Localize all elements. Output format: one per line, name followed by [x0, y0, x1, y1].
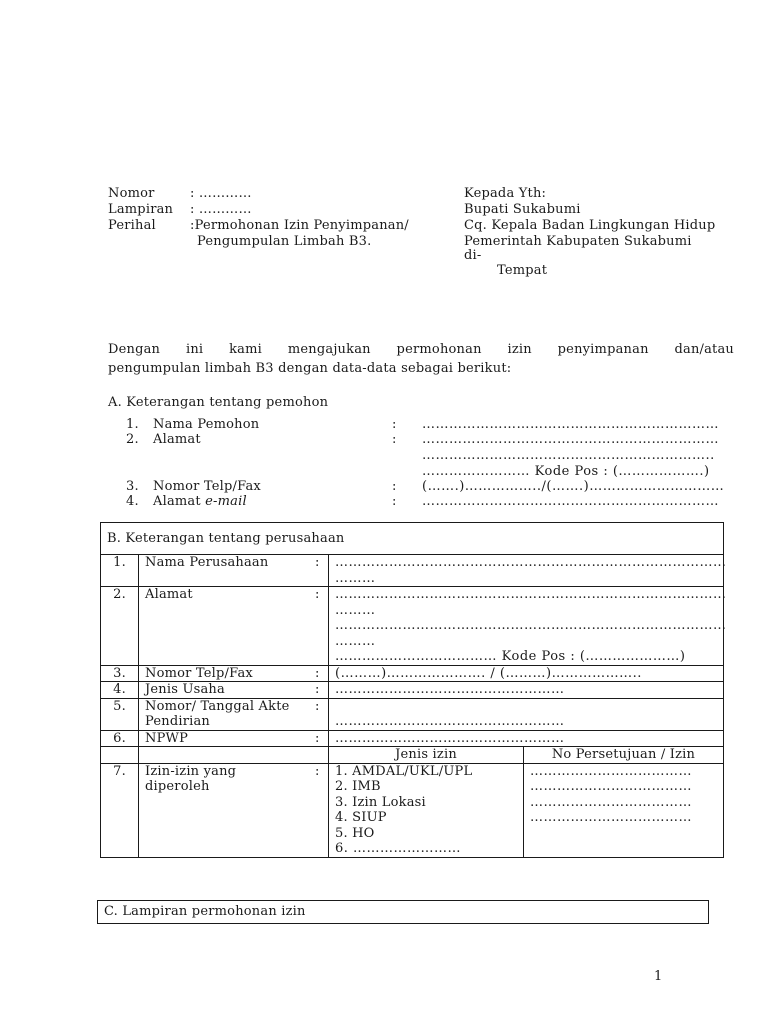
row2-label: Alamat: [139, 587, 307, 666]
row2-colon: :: [307, 587, 329, 666]
section-a-item2-label: Alamat: [153, 432, 201, 447]
nomor-label: Nomor: [108, 186, 155, 201]
list-item: 4. SIUP: [335, 810, 387, 825]
row2-num: 2.: [101, 587, 139, 666]
section-a-item1-num: 1.: [126, 417, 139, 432]
section-a-item4-label-text: Alamat: [153, 494, 206, 509]
row5-label-line1: Nomor/ Tanggal Akte: [145, 698, 290, 714]
row3-num: 3.: [101, 665, 139, 682]
list-item: 6. ……………………: [335, 841, 462, 856]
izin-jenis-list: [329, 763, 524, 857]
intro-line2: pengumpulan limbah B3 dengan data-data sebagai berikut:: [108, 361, 512, 376]
row5-label-line2: Pendirian: [145, 714, 211, 729]
section-a-item4-num: 4.: [126, 494, 139, 509]
row6-colon: :: [307, 730, 329, 747]
table-row: [101, 555, 724, 587]
nomor-value: : …………: [190, 186, 252, 201]
section-a-item2-value-line3: …………………… Kode Pos : (……………….): [422, 464, 710, 479]
row2-value-line3: ……………………………………………………………………………: [335, 618, 727, 633]
row2-value-line5: ……………………………… Kode Pos : (…………………): [335, 649, 686, 664]
intro-paragraph: [108, 340, 734, 378]
lampiran-label: Lampiran: [108, 202, 174, 217]
row6-label: NPWP: [139, 730, 307, 747]
row1-colon: :: [307, 555, 329, 587]
recipient-line6: Tempat: [497, 263, 548, 278]
perihal-value-line2: Pengumpulan Limbah B3.: [197, 234, 372, 249]
row2-value-line2: ………: [335, 602, 376, 618]
row2-value: [329, 587, 727, 666]
list-item: ………………………………: [530, 810, 692, 825]
izin-header-row: [101, 747, 724, 764]
row5-value: ……………………………………………: [329, 698, 724, 730]
row3-value: (………)…………………. / (………)………………..: [329, 665, 724, 682]
list-item: 5. HO: [335, 825, 375, 841]
section-a-item4-value: …………………………………………………………: [422, 494, 719, 509]
row1-value-line1: ……………………………………………………………………………: [335, 555, 727, 570]
lampiran-value: : …………: [190, 202, 252, 217]
row1-num: 1.: [101, 555, 139, 587]
row2-value-line1: ……………………………………………………………………………: [335, 587, 727, 602]
section-a-item4-colon: :: [392, 494, 397, 509]
izin-header-jenis: Jenis izin: [329, 747, 524, 764]
recipient-line5: di-: [464, 248, 482, 263]
row2-value-line4: ………: [335, 633, 376, 649]
section-a-item3-label: Nomor Telp/Fax: [153, 479, 261, 494]
section-a-item2-num: 2.: [126, 432, 139, 447]
list-item: 1. AMDAL/UKL/UPL: [335, 763, 473, 779]
intro-line1: Dengan ini kami mengajukan permohonan izin penyimpanan dan/atau: [108, 342, 734, 357]
row1-value-line2: ………: [335, 570, 376, 586]
row4-label: Jenis Usaha: [139, 682, 307, 699]
section-a-item3-colon: :: [392, 479, 397, 494]
row7-colon: :: [307, 763, 329, 857]
table-row: [101, 698, 724, 730]
table-row: [101, 730, 724, 747]
row7-label: [139, 763, 307, 857]
perihal-value-line1: :Permohonan Izin Penyimpanan/: [190, 218, 409, 233]
row1-label: Nama Perusahaan: [139, 555, 307, 587]
section-a-item3-num: 3.: [126, 479, 139, 494]
table-row: [101, 665, 724, 682]
table-row: [101, 682, 724, 699]
recipient-line3: Cq. Kepala Badan Lingkungan Hidup: [464, 218, 716, 233]
section-c-title: C. Lampiran permohonan izin: [104, 904, 306, 919]
row4-num: 4.: [101, 682, 139, 699]
perihal-label: Perihal: [108, 218, 156, 233]
section-b-title: B. Keterangan tentang perusahaan: [101, 523, 724, 555]
row7-label-line2: diperoleh: [145, 779, 210, 794]
row4-value: ……………………………………………: [329, 682, 724, 699]
row4-colon: :: [307, 682, 329, 699]
list-item: ………………………………: [530, 794, 692, 810]
section-b-table: [100, 522, 727, 858]
list-item: ………………………………: [530, 763, 692, 779]
izin-persetujuan-list: [524, 763, 724, 857]
izin-header-persetujuan: No Persetujuan / Izin: [524, 747, 724, 764]
section-a-item3-value: (…….)……………../(…….)…………………………: [422, 479, 725, 494]
table-row: [101, 587, 724, 666]
row7-num: 7.: [101, 763, 139, 857]
section-a-item2-value-line2: ………………………………………………………..: [422, 448, 715, 463]
row3-colon: :: [307, 665, 329, 682]
row5-label: [139, 698, 307, 730]
section-a-item4-label-italic: e-mail: [205, 494, 247, 509]
row1-value: [329, 555, 727, 587]
list-item: ………………………………: [530, 779, 692, 794]
recipient-line2: Bupati Sukabumi: [464, 202, 581, 217]
list-item: 3. Izin Lokasi: [335, 794, 426, 810]
section-a-item4-label: [153, 494, 247, 509]
section-a-item1-value: …………………………………………………………: [422, 417, 719, 432]
row6-value: ……………………………………………: [329, 730, 724, 747]
section-a-title: A. Keterangan tentang pemohon: [108, 395, 329, 410]
recipient-line4: Pemerintah Kabupaten Sukabumi: [464, 234, 692, 249]
section-a-item2-value: …………………………………………………………: [422, 432, 719, 447]
izin-row: [101, 763, 724, 857]
section-a-item1-label: Nama Pemohon: [153, 417, 260, 432]
row6-num: 6.: [101, 730, 139, 747]
section-a-item2-colon: :: [392, 432, 397, 447]
row5-num: 5.: [101, 698, 139, 730]
section-c-box: [97, 900, 709, 924]
page-number: 1: [654, 969, 663, 984]
row5-colon: :: [307, 698, 329, 730]
izin-header-blank-label: [139, 747, 307, 764]
izin-header-blank-colon: [307, 747, 329, 764]
list-item: 2. IMB: [335, 779, 381, 794]
row3-label: Nomor Telp/Fax: [139, 665, 307, 682]
recipient-line1: Kepada Yth:: [464, 186, 547, 201]
row7-label-line1: Izin-izin yang: [145, 763, 237, 779]
section-a-item1-colon: :: [392, 417, 397, 432]
izin-header-blank-num: [101, 747, 139, 764]
